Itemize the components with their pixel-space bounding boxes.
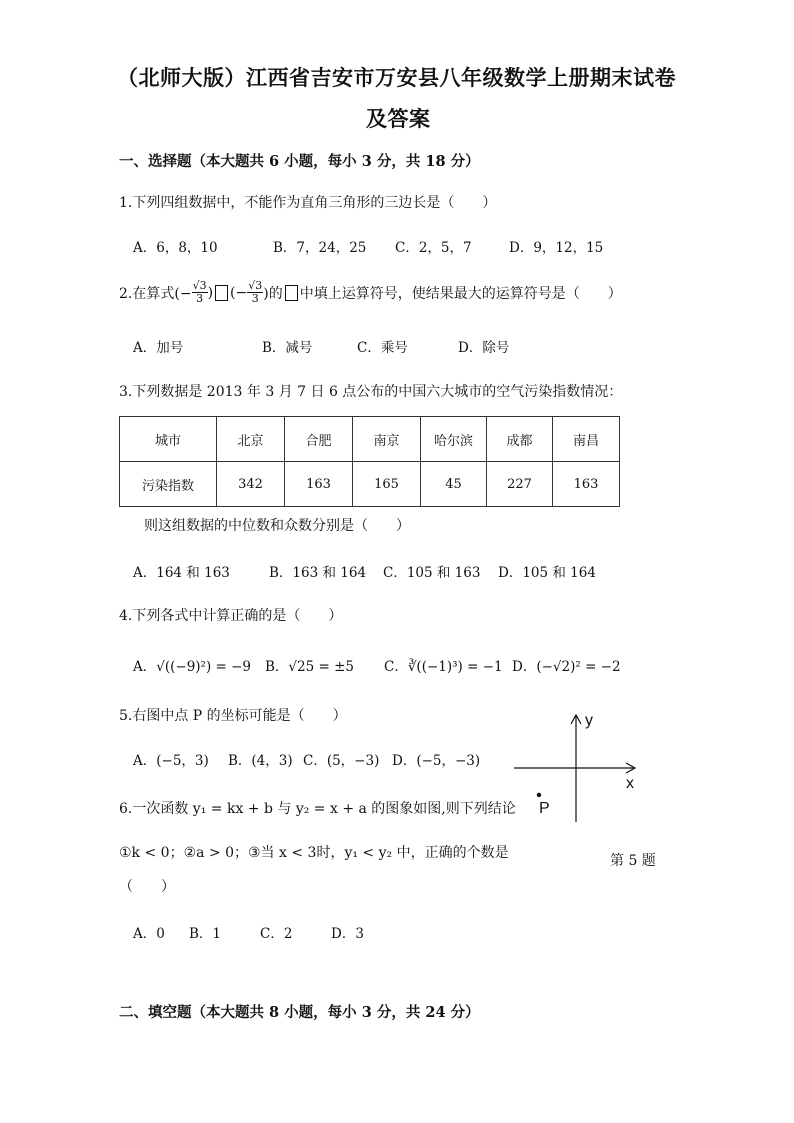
table-header-row — [120, 417, 620, 462]
q6-paren: （ ） — [119, 879, 175, 895]
q2-fraction-1 — [192, 280, 208, 305]
q5-option-c: C．(5，−3) — [303, 753, 380, 769]
section1-heading: 一、选择题（本大题共 6 小题，每小 3 分，共 18 分） — [119, 153, 480, 170]
table-cell: 哈尔滨 — [421, 417, 487, 462]
q2-fraction-2 — [247, 280, 263, 305]
q2-option-c: C．乘号 — [357, 340, 408, 356]
page-title-line1: （北师大版）江西省吉安市万安县八年级数学上册期末试卷 — [117, 65, 676, 90]
q4-stem: 4.下列各式中计算正确的是（ ） — [119, 608, 343, 624]
x-axis-label: x — [626, 775, 634, 792]
q5-figure-caption: 第 5 题 — [610, 853, 656, 869]
table-cell: 合肥 — [285, 417, 353, 462]
q6-conditions: ①k < 0；②a > 0；③当 x < 3时，y₁ < y₂ 中，正确的个数是 — [119, 845, 509, 861]
q3-stem: 3.下列数据是 2013 年 3 月 7 日 6 点公布的中国六大城市的空气污染指数情况： — [119, 384, 623, 400]
y-axis-label: y — [585, 712, 593, 729]
q2-suffix2: 中填上运算符号，使结果最大的运算符号是（ ） — [299, 285, 622, 302]
table-cell: 北京 — [217, 417, 285, 462]
q5-option-b: B．(4，3) — [228, 753, 293, 769]
point-p-label: P — [539, 800, 550, 817]
table-cell: 163 — [553, 462, 620, 507]
table-cell: 南昌 — [553, 417, 620, 462]
section2-heading: 二、填空题（本大题共 8 小题，每小 3 分，共 24 分） — [119, 1004, 480, 1021]
q2-frac1-den: 3 — [196, 292, 204, 305]
q2-option-a: A．加号 — [133, 340, 184, 356]
q3-question: 则这组数据的中位数和众数分别是（ ） — [144, 518, 410, 534]
q1-stem: 1.下列四组数据中，不能作为直角三角形的三边长是（ ） — [119, 195, 497, 211]
q2-frac1-num: √3 — [192, 279, 207, 292]
table-cell: 163 — [285, 462, 353, 507]
q6-option-c: C．2 — [260, 926, 293, 942]
q5-stem: 5.右图中点 P 的坐标可能是（ ） — [119, 708, 347, 724]
q1-option-c: C．2，5，7 — [395, 240, 472, 256]
q6-option-a: A．0 — [133, 926, 165, 942]
q2-blank-box-1 — [215, 285, 228, 301]
q6-stem: 6.一次函数 y₁ = kx + b 与 y₂ = x + a 的图象如图,则下列结论 — [119, 801, 516, 817]
table-cell: 南京 — [353, 417, 421, 462]
q5-option-a: A．(−5，3) — [133, 753, 209, 769]
q2-option-b: B．减号 — [262, 340, 313, 356]
q2-blank-box-2 — [285, 285, 298, 301]
table-cell: 227 — [487, 462, 553, 507]
table-cell: 城市 — [120, 417, 217, 462]
q4-option-b: B．√25 = ±5 — [265, 659, 354, 675]
q3-option-a: A．164 和 163 — [133, 565, 230, 581]
q2-mid2: (− — [230, 284, 248, 301]
table-row — [120, 462, 620, 507]
q1-option-a: A．6，8，10 — [133, 240, 218, 256]
table-cell: 污染指数 — [120, 462, 217, 507]
q2-suffix: )的 — [263, 285, 283, 302]
point-p — [537, 793, 541, 797]
q4-option-a: A．√((−9)²) = −9 — [133, 659, 252, 675]
pollution-table — [119, 416, 620, 507]
q1-option-b: B．7，24，25 — [273, 240, 367, 256]
q2-prefix: 2.在算式(− — [119, 285, 192, 302]
table-cell: 165 — [353, 462, 421, 507]
q2-mid: ) — [207, 284, 214, 301]
q4-option-c: C．∛((−1)³) = −1 — [384, 659, 503, 675]
q6-option-d: D．3 — [331, 926, 364, 942]
table-cell: 成都 — [487, 417, 553, 462]
q6-option-b: B．1 — [189, 926, 222, 942]
q5-option-d: D．(−5，−3) — [392, 753, 481, 769]
table-cell: 45 — [421, 462, 487, 507]
q3-option-d: D．105 和 164 — [498, 565, 596, 581]
q3-option-c: C．105 和 163 — [383, 565, 481, 581]
q3-option-b: B．163 和 164 — [269, 565, 367, 581]
table-cell: 342 — [217, 462, 285, 507]
q4-option-d: D．(−√2)² = −2 — [512, 659, 621, 675]
q2-stem — [119, 280, 622, 305]
page-title-line2: 及答案 — [366, 106, 431, 131]
q1-option-d: D．9，12，15 — [509, 240, 604, 256]
q2-option-d: D．除号 — [458, 340, 510, 356]
q2-frac2-num: √3 — [248, 279, 263, 292]
q2-frac2-den: 3 — [251, 292, 259, 305]
